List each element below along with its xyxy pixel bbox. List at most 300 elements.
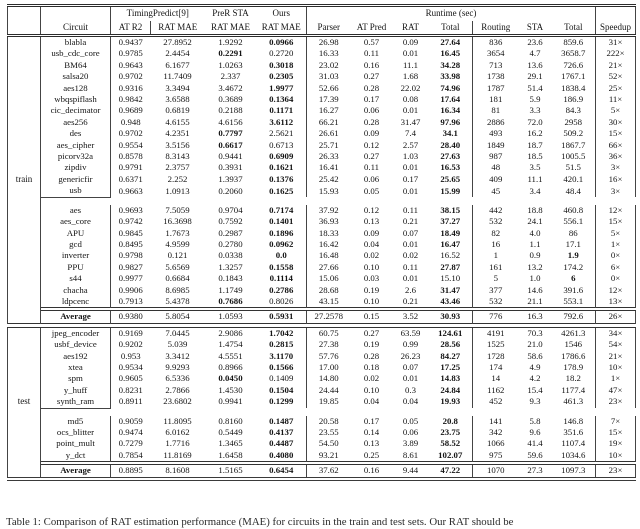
cell-circuit: genericfir <box>41 174 111 185</box>
cell-sta: 51.4 <box>527 82 543 93</box>
cell-routing: 1525 <box>473 339 519 350</box>
cell-routing: 452 <box>473 396 519 408</box>
cell-at-pred: 0.27 <box>363 71 380 82</box>
cell-at-r2: 0.953 <box>111 351 151 362</box>
cell-prer-sta-rat-mae: 1.9292 <box>218 37 243 47</box>
cell-rat: 11.1 <box>402 59 419 70</box>
group-divider-line <box>41 408 111 416</box>
cell-at-r2: 0.9643 <box>111 60 151 71</box>
cell-at-pred: 0.06 <box>363 173 380 184</box>
cell-routing: 48 <box>473 162 519 173</box>
cell-at-r2: 0.9785 <box>111 48 151 59</box>
cell-routing: 81 <box>473 105 519 116</box>
cell-rat: 2.6 <box>405 284 417 295</box>
cell-rat: 7.4 <box>405 128 417 139</box>
cell-parser: 26.98 <box>307 36 351 49</box>
cell-routing: 174 <box>473 362 519 373</box>
cell-rat: 0.01 <box>402 373 419 384</box>
cell-total-routing-sta: 420.1 <box>563 173 584 184</box>
cell-sta: 13.6 <box>527 59 543 70</box>
cell-total-prediction: 27.63 <box>440 151 461 162</box>
cell-at-r2: 0.8231 <box>111 385 151 396</box>
cell-total-prediction: 34.1 <box>442 128 458 139</box>
header-rat-mae-timingpredict: RAT MAE <box>151 21 205 36</box>
cell-at-r2: 0.9169 <box>111 327 151 339</box>
cell-timingpredict-rat-mae: 6.1677 <box>165 59 190 70</box>
cell-routing: 1849 <box>473 140 519 151</box>
cell-at-pred: 0.04 <box>363 238 380 249</box>
cell-total-routing-sta: 792.6 <box>563 311 584 322</box>
cell-circuit: ocs_blitter <box>41 427 111 438</box>
table-bottom-rule <box>8 479 636 481</box>
cell-prer-sta-rat-mae: 0.8966 <box>218 361 243 372</box>
cell-parser: 23.55 <box>307 427 351 438</box>
cell-total-prediction: 34.28 <box>440 59 461 70</box>
cell-parser: 37.92 <box>307 205 351 216</box>
cell-speedup: 52× <box>596 71 636 82</box>
cell-sta: 58.6 <box>527 350 543 361</box>
cell-at-pred: 0.12 <box>363 204 380 215</box>
cell-speedup: 0× <box>596 273 636 284</box>
cell-rat: 0.04 <box>402 396 419 407</box>
cell-rat: 0.01 <box>402 238 419 249</box>
cell-timingpredict-rat-mae: 5.8054 <box>165 311 190 322</box>
cell-total-prediction: 31.47 <box>440 284 461 295</box>
cell-routing: 2886 <box>473 117 519 128</box>
cell-total-routing-sta: 726.6 <box>563 59 584 70</box>
cell-circuit: zipdiv <box>41 162 111 173</box>
cell-speedup: 47× <box>596 385 636 396</box>
cell-circuit: usbf_device <box>41 339 111 350</box>
cell-total-prediction: 37.27 <box>440 216 461 227</box>
cell-total-routing-sta: 553.1 <box>563 295 584 306</box>
cell-parser: 17.39 <box>307 94 351 105</box>
cell-prer-sta-rat-mae: 0.3689 <box>218 94 243 105</box>
cell-speedup: 26× <box>596 311 636 323</box>
cell-total-prediction: 28.40 <box>440 139 461 150</box>
cell-parser: 52.66 <box>307 83 351 94</box>
cell-rat: 0.05 <box>402 415 419 426</box>
cell-at-pred: 0.11 <box>363 48 380 59</box>
cell-total-routing-sta: 1.9 <box>567 250 579 261</box>
cell-prer-sta-rat-mae: 1.0263 <box>218 59 243 70</box>
cell-parser: 31.03 <box>307 71 351 82</box>
cell-parser: 93.21 <box>307 450 351 462</box>
cell-at-r2: 0.9702 <box>111 71 151 82</box>
cell-total-prediction: 27.87 <box>440 261 461 272</box>
table-row <box>8 385 636 396</box>
cell-parser: 20.58 <box>307 416 351 427</box>
table-row <box>8 327 636 339</box>
cell-sta: 18.8 <box>527 204 543 215</box>
table-body <box>8 36 636 481</box>
cell-total-routing-sta: 4261.3 <box>561 327 586 338</box>
table-row <box>8 185 636 197</box>
cell-timingpredict-rat-mae: 2.7866 <box>165 384 190 395</box>
cell-rat: 3.52 <box>402 311 419 322</box>
cell-ours-rat-mae: 0.1566 <box>269 361 294 372</box>
cell-total-prediction: 15.10 <box>440 273 461 284</box>
cell-total-prediction: 19.93 <box>440 396 461 407</box>
table-row <box>8 438 636 449</box>
table-row <box>8 216 636 227</box>
cell-routing: 161 <box>473 262 519 273</box>
corner-cell <box>8 21 41 36</box>
cell-prer-sta-rat-mae: 0.9941 <box>218 396 243 407</box>
cell-ours-rat-mae: 0.1487 <box>269 415 294 426</box>
table-row <box>8 239 636 250</box>
cell-speedup: 5× <box>596 228 636 239</box>
cell-timingpredict-rat-mae: 3.3412 <box>165 350 190 361</box>
cell-at-r2: 0.6371 <box>111 174 151 185</box>
table-row <box>8 296 636 308</box>
cell-timingpredict-rat-mae: 5.6569 <box>165 261 190 272</box>
cell-speedup: 1× <box>596 239 636 250</box>
cell-routing: 141 <box>473 416 519 427</box>
cell-circuit: salsa20 <box>41 71 111 82</box>
cell-sta: 16.3 <box>527 311 543 322</box>
cell-circuit: aes256 <box>41 117 111 128</box>
table-row <box>8 427 636 438</box>
cell-at-r2: 0.9842 <box>111 94 151 105</box>
cell-parser: 25.42 <box>307 174 351 185</box>
cell-at-pred: 0.13 <box>363 438 380 449</box>
cell-at-pred: 0.02 <box>363 250 380 261</box>
cell-rat: 0.11 <box>402 261 419 272</box>
average-row <box>8 465 636 479</box>
cell-rat: 0.01 <box>402 105 419 116</box>
cell-timingpredict-rat-mae: 7.0445 <box>165 327 190 338</box>
cell-parser: 54.50 <box>307 438 351 449</box>
header-speedup: Speedup <box>596 21 636 36</box>
cell-total-routing-sta: 1867.7 <box>561 139 586 150</box>
cell-at-pred: 0.16 <box>363 465 380 476</box>
cell-total-prediction: 74.96 <box>440 82 461 93</box>
cell-timingpredict-rat-mae: 1.0913 <box>165 185 190 196</box>
cell-routing: 377 <box>473 285 519 296</box>
cell-circuit: s44 <box>41 273 111 284</box>
group-divider-line <box>41 197 111 205</box>
table-row <box>8 48 636 59</box>
cell-total-prediction: 28.56 <box>440 339 461 350</box>
cell-speedup: 13× <box>596 296 636 308</box>
cell-ours-rat-mae: 0.1409 <box>269 373 294 384</box>
cell-routing: 442 <box>473 205 519 216</box>
cell-sta: 13.2 <box>527 261 543 272</box>
header-parser: Parser <box>307 21 351 36</box>
cell-parser: 15.93 <box>307 185 351 197</box>
cell-sta: 9.6 <box>529 427 541 437</box>
table-row <box>8 373 636 384</box>
cell-timingpredict-rat-mae: 16.3698 <box>163 216 192 227</box>
cell-sta: 3.3 <box>529 105 541 116</box>
table-row <box>8 351 636 362</box>
cell-speedup: 15× <box>596 427 636 438</box>
cell-at-pred: 0.28 <box>363 350 380 361</box>
cell-circuit: PPU <box>41 262 111 273</box>
cell-parser: 27.38 <box>307 339 351 350</box>
cell-total-routing-sta: 84.3 <box>565 105 581 116</box>
cell-ours-rat-mae: 0.3018 <box>269 59 294 70</box>
cell-prer-sta-rat-mae: 2.9086 <box>218 327 243 338</box>
cell-timingpredict-rat-mae: 8.6985 <box>165 284 190 295</box>
cell-total-routing-sta: 146.8 <box>563 415 584 426</box>
results-table <box>7 4 636 481</box>
cell-timingpredict-rat-mae: 11.8095 <box>163 415 192 426</box>
header-at-pred: AT Pred <box>351 21 393 36</box>
cell-parser: 24.44 <box>307 385 351 396</box>
table-row <box>8 105 636 116</box>
header-at-r2: AT R2 <box>111 21 151 36</box>
cell-routing: 776 <box>473 311 519 323</box>
cell-parser: 36.93 <box>307 216 351 227</box>
cell-sta: 18.7 <box>527 139 543 150</box>
corner-cell <box>596 6 636 21</box>
cell-rat: 0.3 <box>405 384 417 395</box>
table-row <box>8 273 636 284</box>
cell-timingpredict-rat-mae: 8.3143 <box>165 151 190 162</box>
cell-circuit: chacha <box>41 285 111 296</box>
cell-at-pred: 0.11 <box>363 162 380 173</box>
cell-circuit: synth_ram <box>41 396 111 408</box>
cell-routing: 5 <box>473 273 519 284</box>
cell-prer-sta-rat-mae: 0.7592 <box>218 216 243 227</box>
cell-prer-sta-rat-mae: 0.0450 <box>218 373 243 384</box>
cell-circuit: usb_cdc_core <box>41 48 111 59</box>
cell-ours-rat-mae: 0.1625 <box>269 185 294 196</box>
table-row <box>8 262 636 273</box>
cell-ours-rat-mae: 0.0 <box>275 250 287 261</box>
cell-routing: 836 <box>473 36 519 49</box>
cell-ours-rat-mae: 0.6909 <box>269 151 294 162</box>
cell-at-pred: 0.10 <box>363 384 380 395</box>
cell-routing: 987 <box>473 151 519 162</box>
cell-routing: 409 <box>473 174 519 185</box>
cell-timingpredict-rat-mae: 2.4454 <box>165 48 190 59</box>
cell-parser: 28.68 <box>307 285 351 296</box>
cell-speedup: 10× <box>596 362 636 373</box>
table-row <box>8 60 636 71</box>
cell-ours-rat-mae: 0.1401 <box>269 216 294 227</box>
cell-parser: 16.33 <box>307 48 351 59</box>
cell-total-prediction: 30.93 <box>440 311 461 322</box>
cell-circuit: BM64 <box>41 60 111 71</box>
cell-average-label: Average <box>41 311 111 323</box>
cell-ours-rat-mae: 0.1299 <box>269 396 294 407</box>
cell-total-prediction: 124.61 <box>438 327 463 338</box>
cell-parser: 23.02 <box>307 60 351 71</box>
cell-ours-rat-mae: 0.7174 <box>269 204 294 215</box>
cell-ours-rat-mae: 0.1558 <box>269 261 294 272</box>
separator-row <box>8 197 636 205</box>
cell-at-r2: 0.7854 <box>111 450 151 462</box>
cell-parser: 66.21 <box>307 117 351 128</box>
cell-timingpredict-rat-mae: 4.2351 <box>165 128 190 139</box>
cell-at-pred: 0.14 <box>363 427 380 437</box>
cell-prer-sta-rat-mae: 3.4672 <box>218 82 243 93</box>
cell-speedup: 21× <box>596 60 636 71</box>
cell-total-prediction: 16.52 <box>440 250 461 261</box>
cell-at-r2: 0.9202 <box>111 339 151 350</box>
cell-speedup: 30× <box>596 117 636 128</box>
cell-timingpredict-rat-mae: 0.121 <box>167 250 188 261</box>
cell-ours-rat-mae: 0.6454 <box>269 465 294 476</box>
table-row <box>8 339 636 350</box>
cell-rat: 1.03 <box>402 151 419 162</box>
cell-rat: 0.06 <box>402 427 419 437</box>
cell-total-routing-sta: 1034.6 <box>561 449 586 460</box>
cell-parser: 25.71 <box>307 140 351 151</box>
cell-at-pred: 0.27 <box>363 151 380 162</box>
average-row <box>8 311 636 323</box>
cell-timingpredict-rat-mae: 0.6819 <box>165 105 190 116</box>
cell-speedup: 15× <box>596 216 636 227</box>
cell-sta: 11.1 <box>527 173 543 184</box>
cell-rat: 31.47 <box>400 116 421 127</box>
cell-at-pred: 0.02 <box>363 373 380 384</box>
cell-at-r2: 0.8495 <box>111 239 151 250</box>
cell-speedup: 1× <box>596 373 636 384</box>
header-timingpredict: TimingPredict[9] <box>111 6 205 21</box>
cell-sta: 5.8 <box>529 415 541 426</box>
cell-ours-rat-mae: 0.1621 <box>269 162 294 173</box>
cell-average-label: Average <box>41 465 111 479</box>
corner-cell <box>8 6 41 21</box>
cell-ours-rat-mae: 0.1114 <box>269 273 293 284</box>
cell-total-prediction: 20.8 <box>442 415 458 426</box>
cell-ours-rat-mae: 0.2305 <box>269 71 294 82</box>
cell-at-pred: 0.10 <box>363 295 380 306</box>
cell-prer-sta-rat-mae: 1.3257 <box>218 261 243 272</box>
cell-sta: 41.4 <box>527 438 543 449</box>
cell-total-routing-sta: 859.6 <box>563 37 584 47</box>
cell-at-r2: 0.9689 <box>111 105 151 116</box>
cell-timingpredict-rat-mae: 27.8952 <box>163 37 192 47</box>
cell-at-pred: 0.05 <box>363 185 380 196</box>
cell-timingpredict-rat-mae: 9.9293 <box>165 361 190 372</box>
cell-prer-sta-rat-mae: 0.2060 <box>218 185 243 196</box>
cell-parser: 15.06 <box>307 273 351 284</box>
cell-sta: 24.1 <box>527 216 543 227</box>
cell-at-r2: 0.9554 <box>111 140 151 151</box>
cell-speedup: 3× <box>596 162 636 173</box>
cell-prer-sta-rat-mae: 0.3931 <box>218 162 243 173</box>
cell-total-prediction: 15.99 <box>440 185 461 196</box>
cell-rat: 26.23 <box>400 350 421 361</box>
cell-parser: 57.76 <box>307 351 351 362</box>
cell-at-r2: 0.9742 <box>111 216 151 227</box>
cell-prer-sta-rat-mae: 0.5449 <box>218 427 243 437</box>
cell-total-routing-sta: 1546 <box>564 339 583 350</box>
cell-rat: 0.21 <box>402 216 419 227</box>
cell-total-prediction: 18.49 <box>440 227 461 238</box>
cell-at-r2: 0.7279 <box>111 438 151 449</box>
cell-speedup: 21× <box>596 351 636 362</box>
cell-at-r2: 0.9605 <box>111 373 151 384</box>
cell-circuit: jpeg_encoder <box>41 327 111 339</box>
cell-rat: 22.02 <box>400 82 421 93</box>
table-row <box>8 83 636 94</box>
header-group-row <box>8 6 636 21</box>
cell-prer-sta-rat-mae: 1.4754 <box>218 339 243 350</box>
cell-at-r2: 0.9534 <box>111 362 151 373</box>
cell-speedup: 31× <box>596 36 636 49</box>
bottom-rule-line <box>8 479 636 481</box>
cell-timingpredict-rat-mae: 1.7673 <box>165 227 190 238</box>
table-row <box>8 128 636 139</box>
cell-total-routing-sta: 178.9 <box>563 361 584 372</box>
cell-routing: 82 <box>473 228 519 239</box>
group-gap <box>111 408 636 416</box>
cell-total-routing-sta: 556.1 <box>563 216 584 227</box>
cell-rat: 0.01 <box>402 185 419 196</box>
cell-total-prediction: 25.65 <box>440 173 461 184</box>
cell-prer-sta-rat-mae: 0.0338 <box>218 250 243 261</box>
cell-speedup: 12× <box>596 285 636 296</box>
cell-at-r2: 0.9437 <box>111 36 151 49</box>
cell-at-r2: 0.9316 <box>111 83 151 94</box>
cell-total-prediction: 24.84 <box>440 384 461 395</box>
cell-at-pred: 0.19 <box>363 339 380 350</box>
cell-total-prediction: 16.53 <box>440 162 461 173</box>
cell-total-prediction: 84.27 <box>440 350 461 361</box>
cell-ours-rat-mae: 0.4487 <box>269 438 294 449</box>
cell-at-pred: 0.03 <box>363 273 380 284</box>
cell-total-prediction: 17.64 <box>440 94 461 105</box>
cell-circuit: aes128 <box>41 83 111 94</box>
cell-prer-sta-rat-mae: 2.337 <box>220 71 241 82</box>
cell-speedup: 25× <box>596 83 636 94</box>
cell-ours-rat-mae: 0.1364 <box>269 94 294 105</box>
cell-speedup: 16× <box>596 174 636 185</box>
cell-speedup: 7× <box>596 416 636 427</box>
cell-total-routing-sta: 3658.7 <box>561 48 586 59</box>
cell-at-r2: 0.9693 <box>111 205 151 216</box>
cell-prer-sta-rat-mae: 1.3937 <box>218 173 243 184</box>
cell-routing: 532 <box>473 216 519 227</box>
cell-speedup: 15× <box>596 128 636 139</box>
cell-rat: 2.57 <box>402 139 419 150</box>
cell-rat: 63.59 <box>400 327 421 338</box>
cell-prer-sta-rat-mae: 0.2291 <box>218 48 243 59</box>
cell-total-routing-sta: 460.8 <box>563 204 584 215</box>
cell-at-r2: 0.9906 <box>111 285 151 296</box>
cell-rat: 8.61 <box>402 449 419 460</box>
cell-total-prediction: 23.75 <box>440 427 461 437</box>
cell-circuit: point_mult <box>41 438 111 449</box>
cell-total-routing-sta: 48.4 <box>565 185 581 196</box>
cell-ours-rat-mae: 0.0966 <box>269 37 294 47</box>
cell-at-r2: 0.9663 <box>111 185 151 197</box>
cell-sta: 4.7 <box>529 48 541 59</box>
cell-routing: 14 <box>473 373 519 384</box>
cell-timingpredict-rat-mae: 11.8169 <box>163 449 192 460</box>
cell-routing: 713 <box>473 60 519 71</box>
cell-at-r2: 0.9827 <box>111 262 151 273</box>
cell-at-pred: 0.15 <box>363 311 380 322</box>
header-rat: RAT <box>393 21 429 36</box>
cell-at-pred: 0.18 <box>363 361 380 372</box>
cell-total-routing-sta: 1097.3 <box>561 465 586 476</box>
cell-timingpredict-rat-mae: 6.0162 <box>165 427 190 437</box>
cell-total-routing-sta: 1786.6 <box>561 350 586 361</box>
cell-at-r2: 0.9845 <box>111 228 151 239</box>
cell-circuit: ldpcenc <box>41 296 111 308</box>
cell-at-pred: 0.13 <box>363 216 380 227</box>
cell-speedup: 54× <box>596 339 636 350</box>
table-row <box>8 416 636 427</box>
cell-at-pred: 0.17 <box>363 94 380 105</box>
